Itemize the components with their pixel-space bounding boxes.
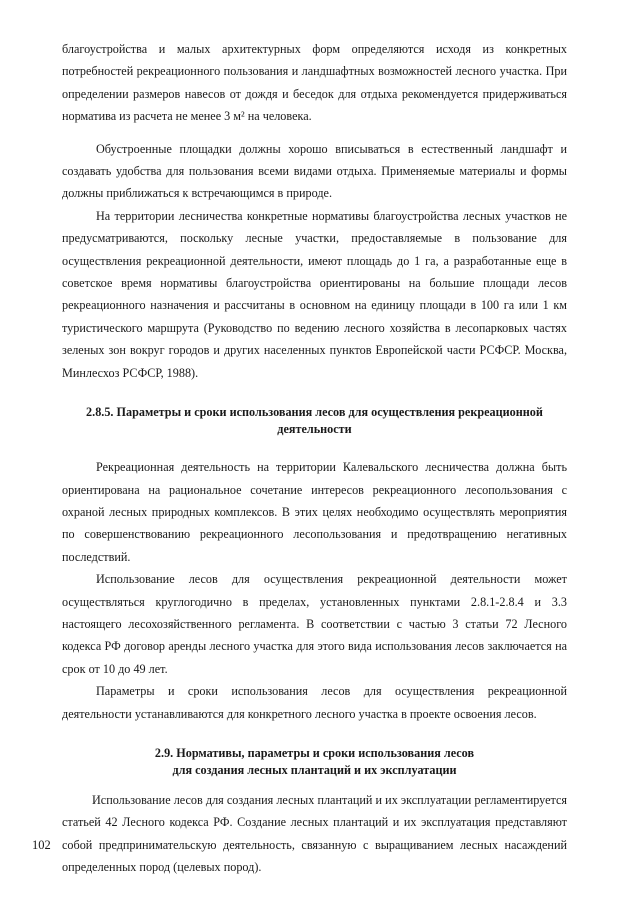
paragraph: Использование лесов для создания лесных плантаций и их эксплуатации регламентируется статьей 42 Лесного кодекса РФ. Создание лесных плантаций и их эксплуатация представляют собой предпринимательскую деятельность, связанную с выращиванием лесных насаждений определенных пород (целевых пород). — [62, 792, 567, 875]
paragraph: благоустройства и малых архитектурных форм определяются исходя из конкретных потребностей рекреационного пользования и ландшафтных возможностей лесного участка. При определении размеров навесов от дождя и беседок для отдыха рекомендуется придерживаться норматива из расчета не менее 3 м² на человека. — [62, 42, 567, 124]
section-heading-2-9 — [62, 745, 567, 779]
heading-line: 2.9. Нормативы, параметры и сроки использования лесов — [154, 745, 475, 760]
paragraph: Использование лесов для осуществления рекреационной деятельности может осуществляться круглогодично в пределах, установленных пунктами 2.8.1-2.8.4 и 3.3 настоящего лесохозяйственного регламента. В соответствии с частью 3 статьи 72 Лесного кодекса РФ договор аренды лесного участка для этого вида использования лесов заключается на срок от 10 до 49 лет. — [62, 572, 567, 676]
paragraph: Обустроенные площадки должны хорошо вписываться в естественный ландшафт и создавать удобства для пользования всеми видами отдыха. Применяемые материалы и формы должны приближаться к встречающимся в природе. — [62, 141, 567, 201]
paragraph: Рекреационная деятельность на территории Калевальского лесничества должна быть ориентирована на рациональное сочетание интересов рекреационного лесопользования с охраной лесных природных комплексов. В этих целях необходимо осуществлять мероприятия по совершенствованию рекреационного лесопользования и предотвращению негативных последствий. — [62, 460, 567, 564]
heading-line: деятельности — [277, 422, 352, 437]
page-body — [62, 38, 567, 879]
paragraph: На территории лесничества конкретные нормативы благоустройства лесных участков не предусматриваются, поскольку лесные участки, предоставляемые в пользование для осуществления рекреационной деятельности, имеют площадь до 1 га, а разработанные еще в советское время нормативы благоустройства ориентированы на большие площади лесов рекреационного назначения и рассчитаны в основном на единицу площади в 100 га или 1 км туристического маршрута (Руководство по ведению лесного хозяйства в лесопарковых частях зеленых зон вокруг городов и других населенных пунктов Европейской части РСФСР. Москва, Минлесхоз РСФСР, 1988). — [62, 208, 567, 380]
section-heading-2-8-5 — [62, 404, 567, 438]
heading-line: для создания лесных плантаций и их эксплуатации — [172, 762, 457, 777]
page-number: 102 — [32, 838, 51, 852]
paragraph: Параметры и сроки использования лесов для осуществления рекреационной деятельности устанавливаются для конкретного лесного участка в проекте освоения лесов. — [62, 684, 567, 721]
heading-line: 2.8.5. Параметры и сроки использования лесов для осуществления рекреационной — [86, 405, 543, 420]
